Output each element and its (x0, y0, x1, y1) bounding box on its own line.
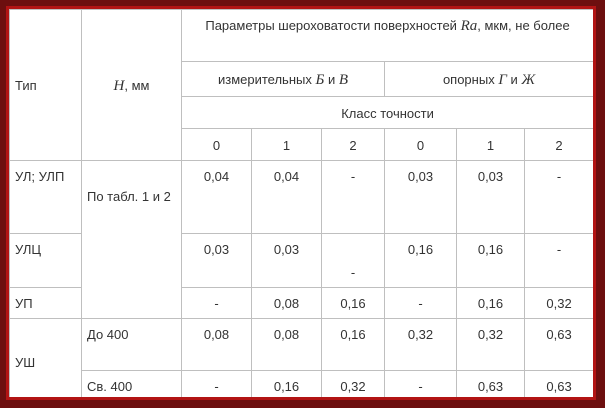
h-cell: Св. 400 (82, 371, 182, 401)
value-cell: 0,03 (385, 161, 457, 234)
type-cell: УЛ; УЛП (10, 161, 82, 234)
table-frame (6, 6, 596, 400)
support-and: и (510, 72, 518, 87)
measuring-label: измерительных (217, 72, 312, 87)
measuring-sym2: В (338, 72, 349, 88)
value-cell: 0,16 (322, 288, 385, 319)
measuring-sym1: Б (315, 72, 325, 88)
value-cell: - (182, 288, 252, 319)
value-cell: 0,32 (385, 319, 457, 371)
type-cell: УЛЦ (10, 234, 82, 288)
value-cell: - (525, 234, 594, 288)
header-measuring (182, 62, 385, 97)
h-unit: , мм (124, 78, 150, 93)
type-label: Тип (15, 78, 37, 93)
value-cell: - (525, 161, 594, 234)
type-cell: УШ (10, 319, 82, 401)
value-cell: 0,32 (457, 319, 525, 371)
value-cell: 0,63 (457, 371, 525, 401)
type-cell: УП (10, 288, 82, 319)
value-cell: 0,32 (525, 288, 594, 319)
value-cell: 0,16 (457, 234, 525, 288)
support-sym1: Г (498, 72, 507, 88)
value-cell: 0,16 (457, 288, 525, 319)
header-accuracy-class: Класс точности (182, 97, 594, 129)
class-cell: 0 (182, 129, 252, 161)
params-title-pre: Параметры шероховатости поверхностей (205, 18, 457, 33)
value-cell: 0,08 (252, 319, 322, 371)
value-cell: 0,16 (322, 319, 385, 371)
header-params (182, 10, 594, 62)
value-cell: - (182, 371, 252, 401)
table-row (10, 161, 594, 234)
value-cell: 0,32 (322, 371, 385, 401)
h-cell-merged: По табл. 1 и 2 (82, 161, 182, 319)
value-cell: 0,03 (457, 161, 525, 234)
value-cell: 0,04 (252, 161, 322, 234)
support-sym2: Ж (521, 72, 536, 88)
value-cell: - (385, 371, 457, 401)
measuring-and: и (327, 72, 336, 87)
table-row (10, 319, 594, 371)
value-cell: 0,63 (525, 319, 594, 371)
class-cell: 1 (252, 129, 322, 161)
params-symbol: Ra (460, 18, 478, 34)
h-cell: До 400 (82, 319, 182, 371)
support-label: опорных (442, 72, 495, 87)
params-title-post: , мкм, не более (477, 18, 570, 33)
header-h (82, 10, 182, 161)
class-cell: 2 (322, 129, 385, 161)
value-cell: - (385, 288, 457, 319)
roughness-table (9, 9, 594, 400)
class-cell: 2 (525, 129, 594, 161)
table-row (10, 371, 594, 401)
value-cell: 0,63 (525, 371, 594, 401)
value-cell: 0,08 (252, 288, 322, 319)
value-cell: 0,04 (182, 161, 252, 234)
class-cell: 1 (457, 129, 525, 161)
value-cell: - (322, 161, 385, 234)
class-cell: 0 (385, 129, 457, 161)
value-cell: 0,03 (182, 234, 252, 288)
h-symbol: H (113, 78, 125, 94)
value-cell: 0,03 (252, 234, 322, 288)
header-type (10, 10, 82, 161)
value-cell: 0,16 (385, 234, 457, 288)
value-cell: - (322, 234, 385, 288)
value-cell: 0,08 (182, 319, 252, 371)
header-support (385, 62, 594, 97)
value-cell: 0,16 (252, 371, 322, 401)
